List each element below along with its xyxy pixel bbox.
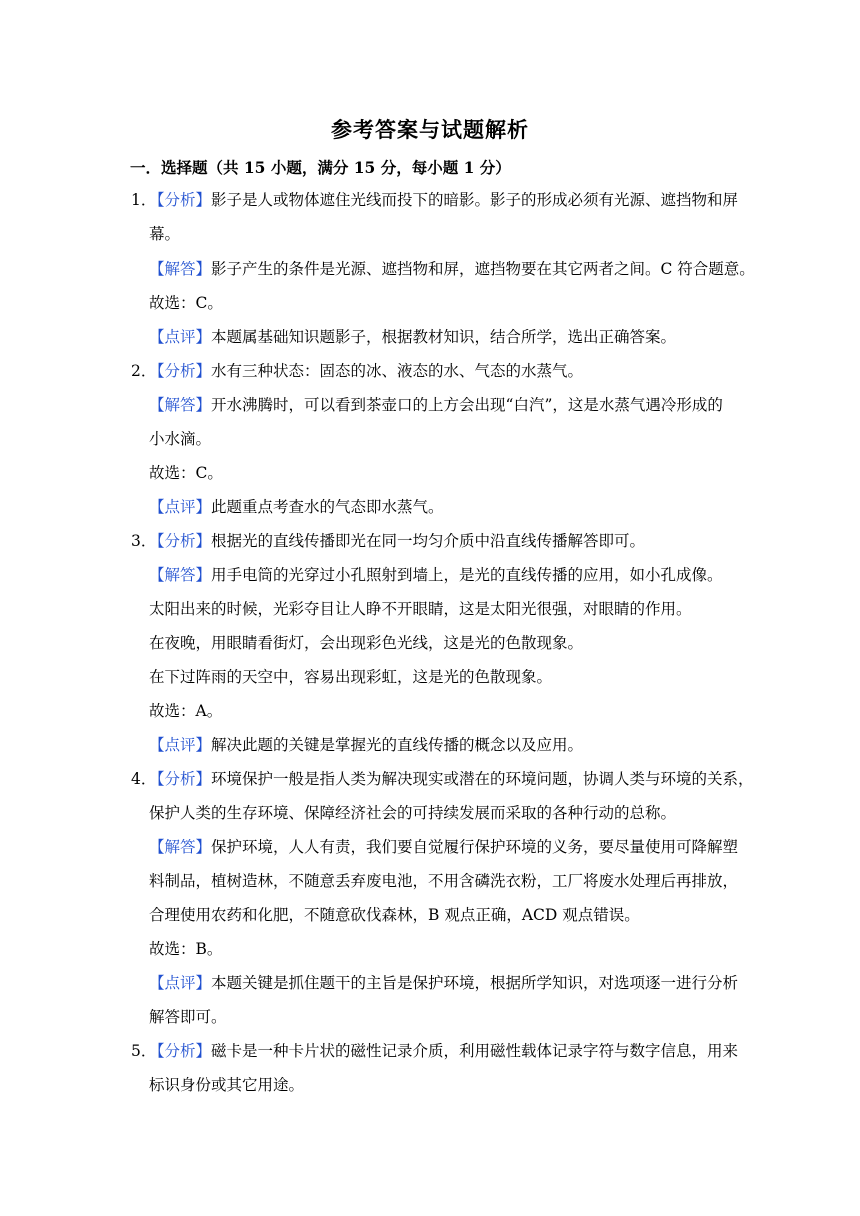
section-heading: 一．选择题（共 15 小题，满分 15 分，每小题 1 分）	[130, 158, 511, 177]
answer-tag: 【解答】	[149, 838, 212, 856]
choice-line: 故选：A。	[149, 702, 223, 720]
analysis-line: 【分析】水有三种状态：固态的冰、液态的水、气态的水蒸气。	[149, 362, 584, 380]
answer-line: 料制品，植树造林，不随意丢弃废电池，不用含磷洗衣粉，工厂将废水处理后再排放，	[149, 872, 739, 890]
answer-tag: 【解答】	[149, 566, 212, 584]
answer-line: 【解答】保护环境，人人有责，我们要自觉履行保护环境的义务，要尽量使用可降解塑	[149, 838, 739, 856]
question-number: 2．	[131, 362, 157, 380]
comment-line: 【点评】本题属基础知识题影子，根据教材知识，结合所学，选出正确答案。	[149, 328, 677, 346]
answer-line: 【解答】影子产生的条件是光源、遮挡物和屏，遮挡物要在其它两者之间。C 符合题意。	[149, 260, 755, 278]
analysis-tag: 【分析】	[149, 532, 212, 550]
analysis-line: 保护人类的生存环境、保障经济社会的可持续发展而采取的各种行动的总称。	[149, 804, 677, 822]
comment-tag: 【点评】	[149, 974, 212, 992]
page-title: 参考答案与试题解析	[331, 117, 529, 142]
answer-line: 在下过阵雨的天空中，容易出现彩虹，这是光的色散现象。	[149, 668, 553, 686]
question-number: 5．	[131, 1042, 157, 1060]
analysis-tag: 【分析】	[149, 191, 212, 209]
question-number: 4．	[131, 770, 157, 788]
comment-tag: 【点评】	[149, 736, 212, 754]
answer-line: 小水滴。	[149, 430, 212, 448]
comment-line: 【点评】此题重点考查水的气态即水蒸气。	[149, 498, 444, 516]
comment-line: 【点评】解决此题的关键是掌握光的直线传播的概念以及应用。	[149, 736, 584, 754]
comment-line: 【点评】本题关键是抓住题干的主旨是保护环境，根据所学知识，对选项逐一进行分析	[149, 974, 739, 992]
analysis-tag: 【分析】	[149, 1042, 212, 1060]
question-number: 1．	[131, 191, 157, 209]
comment-tag: 【点评】	[149, 328, 212, 346]
answer-tag: 【解答】	[149, 396, 212, 414]
answer-line: 在夜晚，用眼睛看街灯，会出现彩色光线，这是光的色散现象。	[149, 634, 584, 652]
choice-line: 故选：C。	[149, 464, 223, 482]
analysis-line: 【分析】影子是人或物体遮住光线而投下的暗影。影子的形成必须有光源、遮挡物和屏	[149, 191, 739, 209]
analysis-tag: 【分析】	[149, 770, 212, 788]
analysis-line: 幕。	[149, 225, 181, 243]
analysis-line: 【分析】环境保护一般是指人类为解决现实或潜在的环境问题，协调人类与环境的关系，	[149, 770, 754, 788]
question-number: 3．	[131, 532, 157, 550]
answer-tag: 【解答】	[149, 260, 212, 278]
analysis-line: 【分析】磁卡是一种卡片状的磁性记录介质，利用磁性载体记录字符与数字信息，用来	[149, 1042, 739, 1060]
analysis-tag: 【分析】	[149, 362, 212, 380]
comment-tag: 【点评】	[149, 498, 212, 516]
answer-line: 合理使用农药和化肥，不随意砍伐森林，B 观点正确，ACD 观点错误。	[149, 906, 640, 924]
analysis-line: 【分析】根据光的直线传播即光在同一均匀介质中沿直线传播解答即可。	[149, 532, 646, 550]
analysis-line: 标识身份或其它用途。	[149, 1076, 305, 1094]
answer-line: 【解答】开水沸腾时，可以看到茶壶口的上方会出现“白汽”，这是水蒸气遇冷形成的	[149, 396, 723, 414]
choice-line: 故选：B。	[149, 940, 223, 958]
choice-line: 故选：C。	[149, 294, 223, 312]
answer-line: 【解答】用手电筒的光穿过小孔照射到墙上，是光的直线传播的应用，如小孔成像。	[149, 566, 723, 584]
comment-line: 解答即可。	[149, 1008, 227, 1026]
answer-line: 太阳出来的时候，光彩夺目让人睁不开眼睛，这是太阳光很强，对眼睛的作用。	[149, 600, 692, 618]
